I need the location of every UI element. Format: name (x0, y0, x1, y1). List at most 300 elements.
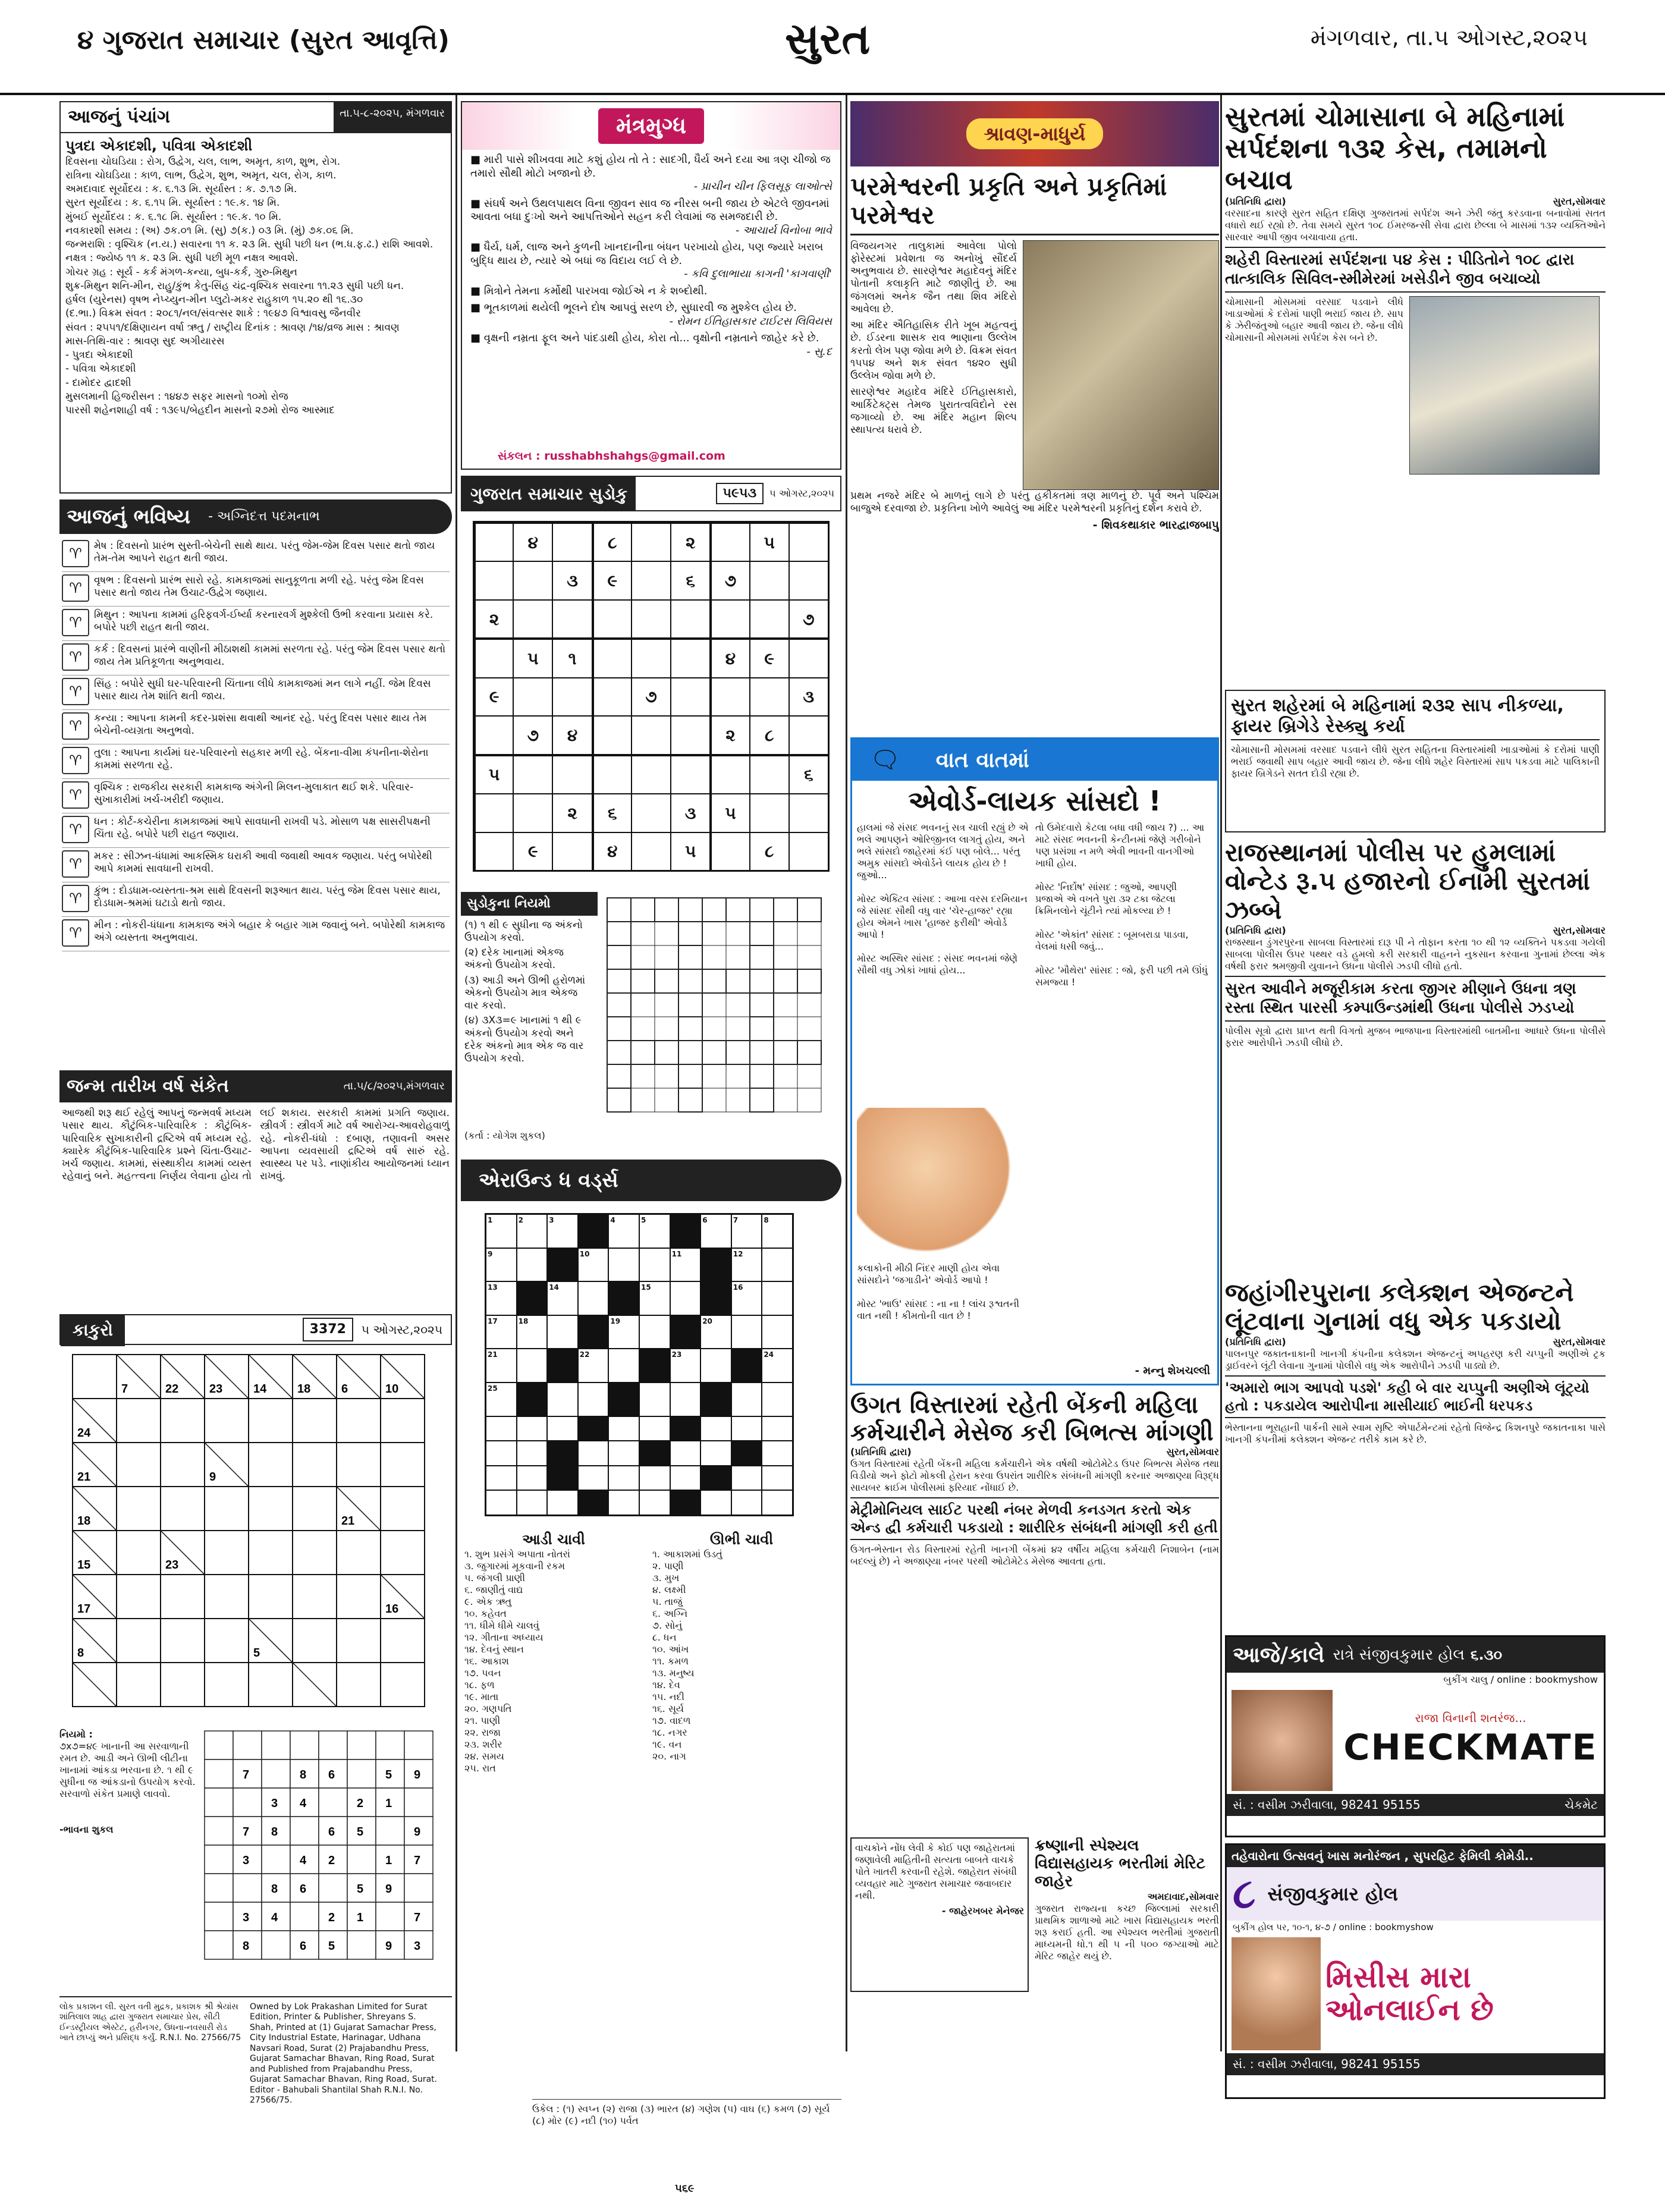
crossword-title: એરાઉન્ડ ધ વર્ડ્સ (461, 1160, 841, 1201)
crossword-cell[interactable]: 6 (700, 1214, 731, 1248)
sudoku-answer-cell (726, 1064, 750, 1088)
sudoku-cell[interactable]: ૨ (671, 522, 710, 561)
kakuro-cell[interactable] (337, 1619, 381, 1663)
sudoku-answer-cell (678, 922, 702, 945)
kakuro-cell[interactable] (249, 1531, 293, 1575)
sudoku-cell[interactable]: ૭ (789, 600, 828, 638)
kakuro-cell[interactable] (161, 1575, 205, 1619)
kakuro-cell[interactable] (337, 1663, 381, 1707)
news-jahangirpura-sub: 'અમારો ભાગ આપવો પડશે' કહી બે વાર ચપ્પુની અણીએ લૂંટ્યો હતો : પકડાયેલ આરોપીના માસીયાઈ ભાઈની ધરપકડ (1225, 1375, 1606, 1418)
sudoku-cell[interactable]: ૫ (474, 755, 513, 794)
sudoku-answer-cell (750, 1017, 774, 1041)
sudoku-cell[interactable] (710, 522, 749, 561)
crossword-cell[interactable] (608, 1490, 639, 1515)
crossword-cell[interactable]: 18 (517, 1315, 548, 1349)
ad2-venue: સંજીવકુમાર હોલ (1267, 1883, 1398, 1905)
crossword-cell[interactable]: 13 (486, 1281, 517, 1315)
crossword-cell[interactable]: 10 (578, 1248, 609, 1282)
sudoku-cell[interactable] (513, 600, 552, 638)
sudoku-cell[interactable] (552, 678, 592, 716)
sudoku-cell[interactable] (552, 832, 592, 871)
crossword-cell[interactable] (608, 1441, 639, 1466)
kakuro-rules: ૭x૭=૪૯ ખાનાની આ સરવાળાની રમત છે. આડી અને ઊભી લીટીના ખાનામાં આંકડા ભરવાના છે. ૧ થી ૯ સુધીના જ આંકડાનો ઉપયોગ કરવો. સરવાળો સંકેત પ્રમાણે લાવવો. (59, 1740, 196, 1799)
kakuro-grid[interactable] (71, 1353, 440, 1710)
mantra-quote (470, 241, 832, 281)
kakuro-cell[interactable] (249, 1575, 293, 1619)
sudoku-cell[interactable] (710, 678, 749, 716)
kakuro-cell[interactable] (381, 1663, 425, 1707)
sudoku-cell[interactable]: ૬ (789, 755, 828, 794)
crossword-cell[interactable] (639, 1416, 670, 1441)
sudoku-cell[interactable] (750, 678, 789, 716)
crossword-cell[interactable] (700, 1441, 731, 1466)
kakuro-cell[interactable] (249, 1443, 293, 1487)
mantra-title: મંત્રમુગ્ધ (598, 108, 704, 144)
crossword-cell[interactable] (639, 1466, 670, 1491)
sudoku-cell[interactable] (592, 716, 632, 754)
crossword-cell[interactable] (762, 1382, 793, 1416)
sudoku-cell[interactable]: ૪ (592, 832, 632, 871)
crossword-cell[interactable] (670, 1441, 701, 1466)
crossword-cell[interactable] (731, 1466, 762, 1491)
news-jahangirpura-source: (પ્રતિનિધિ દ્વારા) (1225, 1336, 1286, 1347)
crossword-cell[interactable] (762, 1281, 793, 1315)
crossword-cell[interactable] (578, 1281, 609, 1315)
crossword-cell[interactable]: 17 (486, 1315, 517, 1349)
sudoku-cell[interactable] (632, 522, 671, 561)
sudoku-cell[interactable]: ૬ (671, 561, 710, 599)
kakuro-cell[interactable] (337, 1575, 381, 1619)
sudoku-cell[interactable]: ૯ (592, 561, 632, 599)
sudoku-answer-cell (702, 993, 726, 1017)
crossword-cell[interactable] (517, 1490, 548, 1515)
crossword-cell[interactable] (486, 1441, 517, 1466)
sudoku-cell[interactable] (632, 600, 671, 638)
kakuro-answer-digit: 8 (271, 1825, 278, 1839)
sudoku-cell[interactable]: ૯ (513, 832, 552, 871)
crossword-cell[interactable]: 16 (731, 1281, 762, 1315)
down-clue: ૫. તાજું (652, 1596, 683, 1607)
crossword-cell[interactable] (731, 1382, 762, 1416)
birthday-text: આજથી શરૂ થઈ રહેલું આપનું જન્મવર્ષ મધ્યમ પસાર થાય. કૌટુંબિક-પારિવારિક : કૌટુંબિક-પારિવારિક સુખાકારીની દ્રષ્ટિએ વર્ષ મધ્યમ રહે. ક્યારેક કૌટુંબિક-પારિવારિક પ્રશ્ને ચિંતા-ઉચાટ-ખર્ચ જણાય. કામમાં, સંસ્થાકીય કામમાં વ્યસ્ત રહેવાનું બને. મહત્ત્વના નિર્ણય લેવાના હોય તો લઈ શકાય. સરકારી કામમાં પ્રગતિ જણાય. સ્ત્રીવર્ગ : સ્ત્રીવર્ગ માટે વર્ષ આરોગ્ય-આવરોહવાળું રહે. નોકરી-ધંધો : દબાણ, તણાવની અસર આપના વ્યવસાયી દ્રષ્ટિએ વર્ષ સારું રહે. સ્વાસ્થ્ય પર પડે. નાણાંકીય આયોજનમાં ધ્યાન રાખવું. (62, 1107, 450, 1183)
sudoku-cell[interactable]: ૮ (592, 522, 632, 561)
sudoku-cell[interactable] (789, 522, 828, 561)
crossword-cell[interactable] (547, 1315, 578, 1349)
crossword-cell[interactable]: 4 (608, 1214, 639, 1248)
across-clue: ૫. જંગલી પ્રાણી (464, 1572, 526, 1583)
sudoku-cell[interactable] (671, 678, 710, 716)
sudoku-cell[interactable] (789, 832, 828, 871)
shravan-headline: પરમેશ્વરની પ્રકૃતિ અને પ્રકૃતિમાં પરમેશ્વર (850, 166, 1219, 235)
horoscope-item (62, 641, 450, 675)
news-snake (1225, 101, 1606, 684)
crossword-cell[interactable] (762, 1441, 793, 1466)
kakuro-answer-digit: 5 (385, 1768, 392, 1781)
sudoku-answer-cell (750, 1088, 774, 1112)
kakuro-answer-digit: 7 (414, 1911, 421, 1924)
sudoku-cell[interactable] (671, 755, 710, 794)
news-recruitment (1035, 1837, 1219, 2051)
across-clue: ૧૧. ધીમે ધીમે ચાલવું (464, 1620, 539, 1631)
mantra-quote-author: - આચાર્ય વિનોબા ભાવે (735, 224, 832, 237)
sudoku-answer-cell (678, 1017, 702, 1041)
panchang-line: ગોચર ગ્રહ : સૂર્ય - કર્ક મંગળ-કન્યા, બુધ-કર્ક, ગુરુ-મિથુન (65, 266, 298, 278)
sudoku-answer-cell (797, 969, 821, 993)
kakuro-clue: 21 (341, 1515, 355, 1528)
kakuro-cell[interactable] (381, 1531, 425, 1575)
kakuro-cell[interactable] (381, 1399, 425, 1443)
sudoku-cell[interactable] (750, 600, 789, 638)
sudoku-cell[interactable] (632, 561, 671, 599)
crossword-cell[interactable] (517, 1466, 548, 1491)
sudoku-cell[interactable] (789, 638, 828, 677)
crossword-cell[interactable] (608, 1466, 639, 1491)
kakuro-answer-cell (290, 1902, 319, 1931)
crossword-cell[interactable] (639, 1490, 670, 1515)
sudoku-answer-cell (702, 945, 726, 969)
kakuro-cell[interactable] (337, 1399, 381, 1443)
sudoku-answer-cell (631, 993, 655, 1017)
kakuro-cell[interactable] (381, 1443, 425, 1487)
down-clue: ૧૫. નદી (652, 1691, 684, 1702)
panchang-line: - પુત્રદા એકાદશી (65, 349, 133, 361)
crossword-cell[interactable] (578, 1441, 609, 1466)
sudoku-cell[interactable] (671, 600, 710, 638)
vaat-author: - મન્નુ શેખચલ્લી (1135, 1364, 1210, 1377)
kakuro-cell[interactable] (293, 1575, 337, 1619)
kakuro-cell[interactable] (205, 1619, 249, 1663)
sudoku-cell[interactable] (474, 522, 513, 561)
shravan-title: શ્રાવણ-માધુર્ય (966, 118, 1104, 149)
sudoku-answer-cell (774, 993, 797, 1017)
kakuro-cell[interactable] (161, 1487, 205, 1531)
sudoku-cell[interactable]: ૩ (789, 678, 828, 716)
sudoku-cell[interactable] (474, 832, 513, 871)
kakuro-clue: 16 (385, 1603, 399, 1616)
horoscope-item (62, 882, 450, 917)
crossword-black-cell (547, 1441, 578, 1466)
crossword-cell[interactable] (639, 1382, 670, 1416)
panchang-line: (દ.ભા.) વિક્રમ સંવત : ૨૦૮૧/નલ/સંવત્સર શાકે : ૧૯૪૭ વિશ્વાવસુ જૈનવીર (65, 307, 361, 320)
sudoku-answer-cell (655, 1017, 678, 1041)
sudoku-cell[interactable]: ૩ (552, 561, 592, 599)
sudoku-cell[interactable]: ૨ (474, 600, 513, 638)
sudoku-cell[interactable]: ૪ (552, 716, 592, 754)
sudoku-answer-cell (607, 993, 631, 1017)
sudoku-cell[interactable] (513, 794, 552, 832)
vaat-column-b: તો ઉમેદવારો કેટલા બધા વધી જાય ?) ... આ માટે સંસદ ભવનની કેન્ટીનમાં જેણે ગરીબોને પણ પ્રસંશા ન મળે એવી ભાવની વાનગીઓ ખાધી હોય. મોસ્ટ 'નિર્દોષ' સાંસદ : જુઓ, આપણી પ્રજાએ એ વખતે પુરા ૩૨ ટકા જેટલા ક્રિમિનલોને ચૂંટીને ત્યાં મોકલ્યા છે ! મોસ્ટ 'એકાંત' સાંસદ : બૂમબરાડા પાડવા, વેલમાં ધસી જવું... મોસ્ટ 'મૌથેરા' સાંસદ : જો, ફરી પછી તમે ઊંધું સમજ્યા ! (1035, 821, 1208, 988)
kakuro-title: કાકુરો (61, 1314, 125, 1346)
crossword-cell[interactable]: 8 (762, 1214, 793, 1248)
sudoku-cell[interactable] (750, 561, 789, 599)
sudoku-cell[interactable] (789, 794, 828, 832)
crossword-cell[interactable] (762, 1416, 793, 1441)
sudoku-cell[interactable] (710, 600, 749, 638)
crossword-black-cell (639, 1349, 670, 1382)
sudoku-cell[interactable] (592, 600, 632, 638)
news-ugat-headline: ઉગત વિસ્તારમાં રહેતી બેંકની મહિલા કર્મચારીને મેસેજ કરી બિભત્સ માંગણી (850, 1391, 1214, 1446)
crossword-cell[interactable] (517, 1349, 548, 1382)
kakuro-cell[interactable] (117, 1663, 161, 1707)
crossword-cell[interactable]: 12 (731, 1248, 762, 1282)
sudoku-cell[interactable]: ૨ (710, 716, 749, 754)
kakuro-cell[interactable] (337, 1443, 381, 1487)
kakuro-number: 3372 (303, 1318, 353, 1341)
sudoku-cell[interactable] (710, 755, 749, 794)
sudoku-cell[interactable]: ૫ (750, 522, 789, 561)
sudoku-cell[interactable] (552, 600, 592, 638)
across-clue: ૨૫. રાત (464, 1762, 496, 1774)
kakuro-cell[interactable] (249, 1663, 293, 1707)
panchang-line: જન્મરાશિ : વૃશ્ચિક (ન.ય.) સવારના ૧૧ ક. ૨૩ મિ. સુધી પછી ધન (ભ.ધ.ફ.ઢ.) રાશિ આવશે. (65, 238, 433, 250)
sudoku-answer-cell (607, 1041, 631, 1064)
sudoku-cell[interactable] (592, 755, 632, 794)
kakuro-cell[interactable] (293, 1399, 337, 1443)
sudoku-cell[interactable] (632, 716, 671, 754)
birthday-title: જન્મ તારીખ વર્ષ સંકેત (67, 1076, 229, 1097)
horoscope-text: ધન : કોર્ટ-કચેરીના કામકાજમાં આપે સાવધાની રાખવી પડે. મોસાળ પક્ષ સાસરીપક્ષની ચિંતા રહે. બપોરે પછી રાહત જણાય. (94, 816, 431, 841)
sudoku-answer-cell (607, 1064, 631, 1088)
sudoku-box (461, 476, 841, 892)
sudoku-cell[interactable]: ૭ (710, 561, 749, 599)
crossword-cell[interactable] (731, 1315, 762, 1349)
crossword-black-cell (578, 1214, 609, 1248)
kakuro-cell[interactable] (117, 1399, 161, 1443)
crossword-cell[interactable] (670, 1281, 701, 1315)
kakuro-answer-digit: 5 (357, 1825, 364, 1839)
across-clue: ૧૭. પવન (464, 1667, 501, 1679)
crossword-cell[interactable] (547, 1382, 578, 1416)
sudoku-answer-cell (774, 1064, 797, 1088)
sudoku-cell[interactable] (750, 755, 789, 794)
kakuro-cell[interactable] (337, 1531, 381, 1575)
kakuro-cell[interactable] (161, 1399, 205, 1443)
crossword-cell[interactable] (762, 1466, 793, 1491)
crossword-cell[interactable] (517, 1441, 548, 1466)
sudoku-number: ૫૯૫૩ (716, 483, 764, 504)
sudoku-cell[interactable] (513, 561, 552, 599)
ad-checkmate[interactable] (1225, 1635, 1606, 1837)
crossword-cell[interactable] (731, 1416, 762, 1441)
sudoku-cell[interactable] (474, 638, 513, 677)
sudoku-cell[interactable]: ૭ (632, 678, 671, 716)
kakuro-cell[interactable] (205, 1663, 249, 1707)
sudoku-cell[interactable] (632, 832, 671, 871)
kakuro-cell[interactable] (205, 1487, 249, 1531)
crossword-grid[interactable] (485, 1213, 794, 1516)
crossword-cell[interactable]: 21 (486, 1349, 517, 1382)
crossword-cell[interactable] (762, 1490, 793, 1515)
kakuro-cell[interactable] (205, 1399, 249, 1443)
crossword-black-cell (517, 1281, 548, 1315)
crossword-cell[interactable] (639, 1315, 670, 1349)
crossword-cell[interactable]: 24 (762, 1349, 793, 1382)
crossword-cell[interactable]: 14 (547, 1281, 578, 1315)
crossword-cell[interactable] (608, 1349, 639, 1382)
kakuro-cell[interactable] (381, 1487, 425, 1531)
crossword-cell[interactable] (517, 1416, 548, 1441)
sudoku-cell[interactable] (513, 678, 552, 716)
crossword-cell[interactable]: 1 (486, 1214, 517, 1248)
kakuro-cell[interactable] (249, 1487, 293, 1531)
kakuro-cell[interactable] (117, 1487, 161, 1531)
news-ugat-body2: ઉગત-ભેસ્તાન રોડ વિસ્તારમાં રહેતી ખાનગી બેંકમાં ૪૨ વર્ષીય મહિલા કર્મચારી નિશાબેન (નામ બદલ્યું છે) ને અજાણ્યા નંબર પરથી ઓટોમેટેડ મેસેજ આવતા હતા. (850, 1544, 1219, 1567)
sudoku-answer-cell (726, 945, 750, 969)
crossword-cell[interactable] (731, 1490, 762, 1515)
sudoku-cell[interactable] (513, 755, 552, 794)
kakuro-answer-cell (233, 1788, 262, 1817)
kakuro-clue: 18 (297, 1382, 311, 1396)
sudoku-answer-cell (750, 898, 774, 922)
crossword-cell[interactable] (578, 1466, 609, 1491)
kakuro-clue: 15 (77, 1559, 91, 1572)
sudoku-cell[interactable] (474, 561, 513, 599)
crossword-cell[interactable] (700, 1490, 731, 1515)
crossword-cell[interactable]: 20 (700, 1315, 731, 1349)
crossword-cell[interactable] (517, 1248, 548, 1282)
crossword-cell[interactable] (547, 1416, 578, 1441)
crossword-cell[interactable] (762, 1248, 793, 1282)
crossword-cell[interactable]: 2 (517, 1214, 548, 1248)
kakuro-cell[interactable] (117, 1531, 161, 1575)
news-ugat-source: (પ્રતિનિધિ દ્વારા) (850, 1446, 912, 1457)
crossword-cell[interactable] (639, 1248, 670, 1282)
sudoku-cell[interactable] (671, 716, 710, 754)
sudoku-grid[interactable] (473, 521, 830, 872)
mantra-quote-text: ■ મિત્રોને તેમના કર્મોથી પારખવા જોઈએ ન કે શબ્દોથી. (470, 284, 708, 297)
sudoku-cell[interactable]: ૬ (592, 794, 632, 832)
news-snake-source: (પ્રતિનિધિ દ્વારા) (1225, 195, 1286, 207)
kakuro-cell[interactable] (293, 1443, 337, 1487)
crossword-cell[interactable] (608, 1248, 639, 1282)
sudoku-cell[interactable]: ૪ (513, 522, 552, 561)
crossword-cell[interactable] (578, 1382, 609, 1416)
crossword-cell[interactable] (608, 1416, 639, 1441)
crossword-cell[interactable]: 22 (578, 1349, 609, 1382)
ad-mrs-online[interactable] (1225, 1843, 1606, 2099)
crossword-cell[interactable]: 9 (486, 1248, 517, 1282)
sudoku-cell[interactable]: ૮ (750, 832, 789, 871)
crossword-cell[interactable]: 11 (670, 1248, 701, 1282)
crossword-cell[interactable] (762, 1315, 793, 1349)
kakuro-cell[interactable] (161, 1663, 205, 1707)
crossword-cell[interactable] (700, 1416, 731, 1441)
crossword-cell[interactable]: 15 (639, 1281, 670, 1315)
news-rajasthan-sub: સુરત આવીને મજૂરીકામ કરતા જીગર મીણાને ઉધના ત્રણ રસ્તા સ્થિત પારસી કમ્પાઉન્ડમાંથી ઉધના પોલીસે ઝડપ્યો (1225, 976, 1606, 1022)
sudoku-cell[interactable]: ૯ (474, 678, 513, 716)
horoscope-item (62, 848, 450, 882)
kakuro-cell[interactable] (117, 1619, 161, 1663)
kakuro-cell[interactable] (161, 1443, 205, 1487)
crossword-cell[interactable] (486, 1490, 517, 1515)
crossword-cell[interactable] (670, 1382, 701, 1416)
horoscope-item (62, 744, 450, 779)
sudoku-answer-cell (678, 898, 702, 922)
sudoku-cell[interactable] (552, 755, 592, 794)
horoscope-text: કુંભ : દોડધામ-વ્યસ્તતા-શ્રમ સાથે દિવસની શરૂઆત થાય. પરંતુ જેમ દિવસ પસાર થાય, દોડધામ-શ્રમમાં ઘટાડો થતો જાય. (94, 885, 441, 910)
crossword-cell[interactable]: 5 (639, 1214, 670, 1248)
kakuro-cell[interactable] (249, 1399, 293, 1443)
sudoku-cell[interactable] (474, 716, 513, 754)
sudoku-cell[interactable] (671, 638, 710, 677)
kakuro-cell[interactable] (293, 1531, 337, 1575)
sudoku-cell[interactable]: ૧ (552, 638, 592, 677)
sudoku-cell[interactable]: ૯ (750, 638, 789, 677)
crossword-cell[interactable]: 3 (547, 1214, 578, 1248)
kakuro-cell[interactable] (381, 1619, 425, 1663)
crossword-cell[interactable]: 25 (486, 1382, 517, 1416)
ad1-photo (1232, 1690, 1333, 1791)
sudoku-answer-cell (631, 1041, 655, 1064)
sudoku-cell[interactable] (632, 755, 671, 794)
sudoku-cell[interactable] (592, 678, 632, 716)
down-clue: ૧૪. દેવ (652, 1679, 680, 1691)
across-clue: ૧૪. દેવનું સ્થાન (464, 1644, 524, 1655)
sudoku-cell[interactable] (552, 522, 592, 561)
panchang-line: અમદાવાદ સૂર્યોદય : ક. ૬.૧૩ મિ. સૂર્યાસ્ત : ક. ૭.૧૭ મિ. (65, 183, 297, 195)
kakuro-answer-cell (347, 1931, 376, 1959)
zodiac-icon: ♈ (62, 781, 89, 809)
sudoku-cell[interactable]: ૫ (513, 638, 552, 677)
kakuro-answer-digit: 3 (243, 1853, 250, 1867)
down-clue: ૨૦. નાગ (652, 1751, 686, 1762)
crossword-cell[interactable] (547, 1490, 578, 1515)
kakuro-clue: 8 (77, 1647, 84, 1660)
sudoku-cell[interactable] (789, 716, 828, 754)
crossword-cell[interactable] (486, 1466, 517, 1491)
sudoku-cell[interactable]: ૮ (750, 716, 789, 754)
sudoku-cell[interactable] (710, 832, 749, 871)
crossword-cell[interactable] (486, 1416, 517, 1441)
kakuro-cell[interactable] (293, 1619, 337, 1663)
sudoku-cell[interactable] (632, 638, 671, 677)
sudoku-cell[interactable] (789, 561, 828, 599)
kakuro-answer-cell (290, 1731, 319, 1759)
sudoku-cell[interactable]: ૫ (710, 794, 749, 832)
sudoku-cell[interactable] (592, 638, 632, 677)
sudoku-cell[interactable] (632, 794, 671, 832)
news-snake-body2: ચોમાસાની મોસમમાં વરસાદ પડવાને લીધે ખાડાઓમાં કે દરોમાં પાણી ભરાઈ જાય છે. સાપ કે ઝેરીજંતુઓ બહાર આવી જાય છે. જેના લીધે ચોમાસાની મોસમમાં સર્પદંશ કેસ બને છે. (1225, 296, 1403, 343)
crossword-cell[interactable] (700, 1349, 731, 1382)
kakuro-cell[interactable] (161, 1619, 205, 1663)
sudoku-cell[interactable]: ૫ (671, 832, 710, 871)
sudoku-cell[interactable] (750, 794, 789, 832)
news-snakes-fire-headline: સુરત શહેરમાં બે મહિનામાં ૨૩૨ સાપ નીકળ્યા, ફાયર બ્રિગેડે રેસ્ક્યુ કર્યા (1231, 696, 1600, 740)
kakuro-cell[interactable] (205, 1531, 249, 1575)
sudoku-cell[interactable]: ૭ (513, 716, 552, 754)
across-clue: ૧. શુભ પ્રસંગે અપાતા નોતરાં (464, 1548, 570, 1560)
crossword-cell[interactable]: 19 (608, 1315, 639, 1349)
sudoku-cell[interactable]: ૩ (671, 794, 710, 832)
kakuro-cell[interactable] (293, 1487, 337, 1531)
kakuro-answer-cell (319, 1731, 347, 1759)
kakuro-cell[interactable] (205, 1575, 249, 1619)
crossword-cell[interactable] (670, 1466, 701, 1491)
across-clue: ૨૪. સમય (464, 1751, 504, 1762)
crossword-cell[interactable]: 7 (731, 1214, 762, 1248)
masthead (0, 0, 1665, 95)
sudoku-cell[interactable]: ૨ (552, 794, 592, 832)
sudoku-cell[interactable] (474, 794, 513, 832)
sudoku-cell[interactable]: ૪ (710, 638, 749, 677)
kakuro-cell[interactable] (117, 1443, 161, 1487)
sudoku-answer-cell (607, 1088, 631, 1112)
kakuro-cell[interactable] (117, 1575, 161, 1619)
mantra-quote-author: - પ્રાચીન ચીન ફિલસૂફ લાઓત્સે (693, 180, 832, 193)
panchang-box (59, 101, 452, 494)
crossword-cell[interactable]: 23 (670, 1349, 701, 1382)
kakuro-answer-cell (205, 1874, 233, 1902)
